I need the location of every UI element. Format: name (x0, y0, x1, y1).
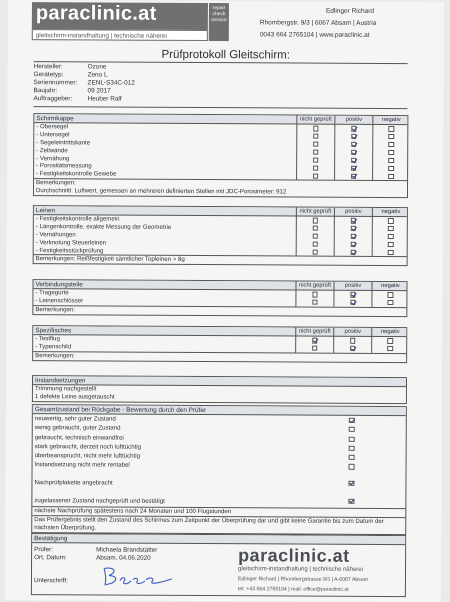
condition-checkbox[interactable] (349, 427, 354, 432)
examiner-value: Michaela Brandstätter (96, 546, 158, 554)
positive-checkbox[interactable] (351, 166, 356, 171)
positive-checkbox[interactable] (351, 242, 356, 247)
not-checked-checkbox[interactable] (313, 234, 318, 239)
negative-checkbox[interactable] (388, 292, 393, 297)
remarks-text: Durchschnittl. Luftwert, gemessen an mehreren definierten Stellen mit JDC-Porosimeter: 912 (35, 187, 287, 196)
remarks: Bemerkungen: (33, 305, 406, 316)
negative-checkbox[interactable] (388, 242, 393, 247)
condition-label: stark gebraucht, derzeit noch lufttüchtig (34, 443, 142, 451)
negative-checkbox[interactable] (388, 218, 393, 223)
negative-checkbox[interactable] (389, 134, 394, 139)
negative-checkbox[interactable] (388, 300, 393, 305)
serial-number-value: ZENL-S34C-012 (87, 79, 135, 87)
positive-checkbox[interactable] (351, 234, 356, 239)
not-checked-checkbox[interactable] (313, 134, 318, 139)
negative-checkbox[interactable] (389, 166, 394, 171)
not-checked-checkbox[interactable] (313, 142, 318, 147)
condition-row (32, 470, 405, 490)
check-row-label: - Untersegel (36, 131, 70, 139)
not-checked-checkbox[interactable] (313, 126, 318, 131)
positive-checkbox[interactable] (350, 346, 355, 351)
not-checked-checkbox[interactable] (313, 173, 318, 178)
positive-checkbox[interactable] (351, 150, 356, 155)
condition-row (32, 488, 405, 508)
positive-checkbox[interactable] (350, 300, 355, 305)
negative-checkbox[interactable] (388, 234, 393, 239)
positive-checkbox[interactable] (351, 142, 356, 147)
section-title: Verbindungsteile (35, 281, 83, 289)
section-spezifisches: Spezifisches nicht geprüft positiv negativ - Testflug - Typenschild Bemerkungen: (32, 325, 407, 363)
not-checked-checkbox[interactable] (312, 292, 317, 297)
divider (33, 106, 407, 109)
check-row-label: - Obersegel (36, 123, 69, 131)
positive-checkbox[interactable] (350, 338, 355, 343)
place-date-value: Absam, 04.06.2020 (96, 554, 151, 562)
negative-checkbox[interactable] (389, 158, 394, 163)
section-title: Instandsetzungen (34, 377, 86, 385)
condition-label: neuwertig, sehr guter Zustand (34, 415, 116, 423)
check-row-label: - Vernähung (36, 154, 70, 162)
column-negative: negativ (372, 116, 409, 125)
condition-label: Nachprüfplakette angebracht (34, 478, 113, 487)
device-type-value: Zeno L (87, 71, 108, 79)
not-checked-checkbox[interactable] (313, 242, 318, 247)
positive-checkbox[interactable] (351, 134, 356, 139)
section-gesamtzustand (31, 404, 407, 535)
condition-label: zugelassener Zustand nachgeprüft und bestätigt (34, 496, 165, 505)
not-checked-checkbox[interactable] (313, 150, 318, 155)
negative-checkbox[interactable] (389, 126, 394, 131)
check-row-label: - Leinenschlösser (35, 297, 84, 305)
negative-checkbox[interactable] (389, 142, 394, 147)
positive-checkbox[interactable] (351, 218, 356, 223)
place-date-label: Ort, Datum: (34, 554, 67, 562)
owner-name: Edlinger Richard (325, 7, 375, 15)
build-year-value: 09 2017 (87, 87, 111, 95)
condition-checkbox[interactable] (349, 436, 354, 441)
section-schirmkappe (33, 113, 408, 198)
condition-checkbox[interactable] (349, 481, 354, 486)
condition-label: wenig gebraucht, guter Zustand (34, 424, 121, 432)
not-checked-checkbox[interactable] (313, 218, 318, 223)
column-positive: positiv (334, 116, 372, 125)
company-contact: 0043 664 2765104 | www.paraclinic.at (259, 31, 370, 39)
positive-checkbox[interactable] (351, 174, 356, 179)
positive-checkbox[interactable] (350, 292, 355, 297)
negative-checkbox[interactable] (389, 150, 394, 155)
section-verbindungsteile: Verbindungsteile nicht geprüft positiv negativ - Tragegurte - Leinenschlösser Bemerkungen: (32, 279, 407, 317)
check-row-label: - Tragegurte (35, 289, 69, 297)
positive-checkbox[interactable] (351, 126, 356, 131)
remarks-text: Reißfestigkeit sämtlicher Topleinen > 8g (76, 255, 185, 264)
examiner-label: Prüfer: (34, 546, 54, 554)
condition-label: Instandsetzung nicht mehr rentabel (34, 461, 130, 470)
positive-checkbox[interactable] (351, 250, 356, 255)
signature-label: Unterschrift: (33, 577, 68, 585)
handwritten-signature (100, 564, 176, 588)
repair-line: Trimmung nachgestellt (34, 385, 97, 393)
condition-checkbox[interactable] (349, 464, 354, 469)
section-title: Leinen (35, 207, 56, 215)
section-leinen: Leinen nicht geprüft positiv negativ - Festigkeitskontrolle allgemein - Längenkontrolle, exakte Messung der Geometrie - Vernähungen - Verknotung Steuerleinen - Festigkeitsstückprüfung Bemerkungen: Reißfestigkeit sämtlicher Topleinen > 8g (33, 205, 408, 266)
check-row-label: - Segeleintrittskante (36, 138, 91, 147)
next-check-note: nächste Nachprüfung spätestens nach 24 Monaten und 100 Flugstunden (32, 506, 405, 517)
disclaimer: Das Prüfergebnis stellt den Zustand des Schirmes zum Zeitpunkt der Überprüfung dar und gibt keine Garantie bis zum Datum der nächsten Überprüfung. (32, 515, 405, 534)
section-title: Bestätigung (32, 534, 405, 545)
not-checked-checkbox[interactable] (313, 165, 318, 170)
repair-line: 1 defekte Leine ausgetauscht (34, 393, 115, 401)
company-address: Rhombergstr. 9/3 | 6067 Absam | Austria (259, 19, 377, 27)
check-row-label: - Festigkeitskontrolle allgemein (35, 215, 120, 223)
check-row-label: - Porositätsmessung (36, 162, 92, 170)
client-value: Heuber Ralf (87, 95, 122, 103)
positive-checkbox[interactable] (351, 158, 356, 163)
section-title: Spezifisches (35, 327, 72, 335)
brand-logo: paraclinic.at gleitschirm-instandhaltung | technische näherei (32, 2, 208, 41)
condition-checkbox[interactable] (349, 446, 354, 451)
check-row-label: - Zellwände (36, 146, 68, 154)
not-checked-checkbox[interactable] (312, 300, 317, 305)
condition-checkbox[interactable] (349, 499, 354, 504)
brand-tagline: gleitschirm-instandhaltung | technische näherei (32, 29, 208, 41)
not-checked-checkbox[interactable] (313, 226, 318, 231)
brand-side-label: repair check service (209, 3, 229, 41)
negative-checkbox[interactable] (388, 338, 393, 343)
section-title: Gesamtzustand bei Rückgabe - Bewertung durch den Prüfer (34, 406, 207, 415)
negative-checkbox[interactable] (388, 174, 393, 179)
not-checked-checkbox[interactable] (313, 158, 318, 163)
negative-checkbox[interactable] (388, 346, 393, 351)
column-not-checked: nicht geprüft (296, 116, 334, 125)
not-checked-checkbox[interactable] (312, 338, 317, 343)
manufacturer-value: Ozone (87, 63, 107, 71)
section-bestaetigung (31, 533, 406, 597)
check-row-label: - Verknotung Steuerleinen (35, 238, 107, 247)
not-checked-checkbox[interactable] (313, 250, 318, 255)
section-title: Schirmkappe (36, 115, 74, 123)
device-info: Hersteller: Ozone Gerätetyp: Zeno L Seriennummer: ZENL-S34C-012 Baujahr: 09 2017 Auftraggeber: Heuber Ralf (33, 63, 135, 103)
page-title: Prüfprotokoll Gleitschirm: (161, 48, 290, 62)
condition-label: gebraucht, technisch einwandfrei (34, 433, 124, 442)
check-row-label: - Typenschild (35, 343, 72, 351)
protocol-sheet (5, 0, 444, 602)
check-row-label: - Festigkeitskontrolle Gewebe (36, 170, 117, 178)
remarks: Bemerkungen: (33, 351, 406, 362)
condition-checkbox[interactable] (349, 455, 354, 460)
not-checked-checkbox[interactable] (312, 346, 317, 351)
section-instandsetzungen (32, 375, 407, 404)
check-row-label: - Testflug (35, 335, 60, 343)
check-row-label: - Längenkontrolle, exakte Messung der Geometrie (35, 223, 172, 231)
check-row-label: - Vernähungen (35, 230, 76, 239)
positive-checkbox[interactable] (351, 226, 356, 231)
remarks: Bemerkungen: (34, 178, 407, 189)
check-row-label: - Festigkeitsstückprüfung (35, 246, 104, 255)
condition-checkbox[interactable] (349, 418, 354, 423)
condition-label: überbeansprucht, nicht mehr lufttüchtig (34, 452, 140, 460)
negative-checkbox[interactable] (388, 226, 393, 231)
negative-checkbox[interactable] (388, 250, 393, 255)
remarks: Bemerkungen: Reißfestigkeit sämtlicher Topleinen > 8g (34, 255, 407, 266)
company-stamp: paraclinic.at gleitschirm-instandhaltung | technische näherei Edlinger Richard | Rhombergstrasse 9/3 | A-6067 Absam tel: +43 664 2765104 | mail: office@paraclinic.at (237, 545, 369, 593)
